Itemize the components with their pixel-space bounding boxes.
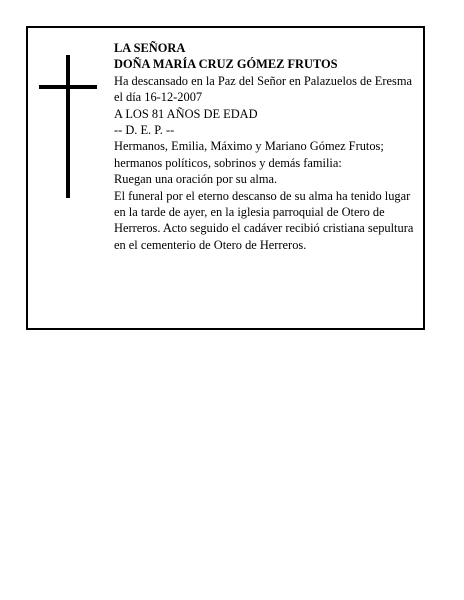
notice-text bbox=[114, 40, 419, 253]
cross-horizontal-bar bbox=[39, 85, 97, 89]
rip-line: -- D. E. P. -- bbox=[114, 123, 175, 138]
funeral-details: El funeral por el eterno descanso de su alma ha tenido lugar en la tarde de ayer, en la iglesia parroquial de Otero de Herreros. Acto seguido el cadáver recibió cristiana sepultura en el cementerio de Otero de Herreros. bbox=[114, 188, 414, 252]
family-list: Hermanos, Emilia, Máximo y Mariano Gómez Frutos; hermanos políticos, sobrinos y demás familia: bbox=[114, 139, 384, 170]
cross-icon bbox=[39, 55, 97, 198]
cross-vertical-bar bbox=[66, 55, 70, 198]
age-line: A LOS 81 AÑOS DE EDAD bbox=[114, 106, 258, 121]
notice-title: LA SEÑORA bbox=[114, 41, 186, 55]
deceased-name: DOÑA MARÍA CRUZ GÓMEZ FRUTOS bbox=[114, 57, 338, 72]
prayer-request: Ruegan una oración por su alma. bbox=[114, 172, 278, 187]
death-announcement: Ha descansado en la Paz del Señor en Palazuelos de Eresma el día 16-12-2007 bbox=[114, 73, 412, 105]
obituary-notice bbox=[26, 26, 425, 330]
